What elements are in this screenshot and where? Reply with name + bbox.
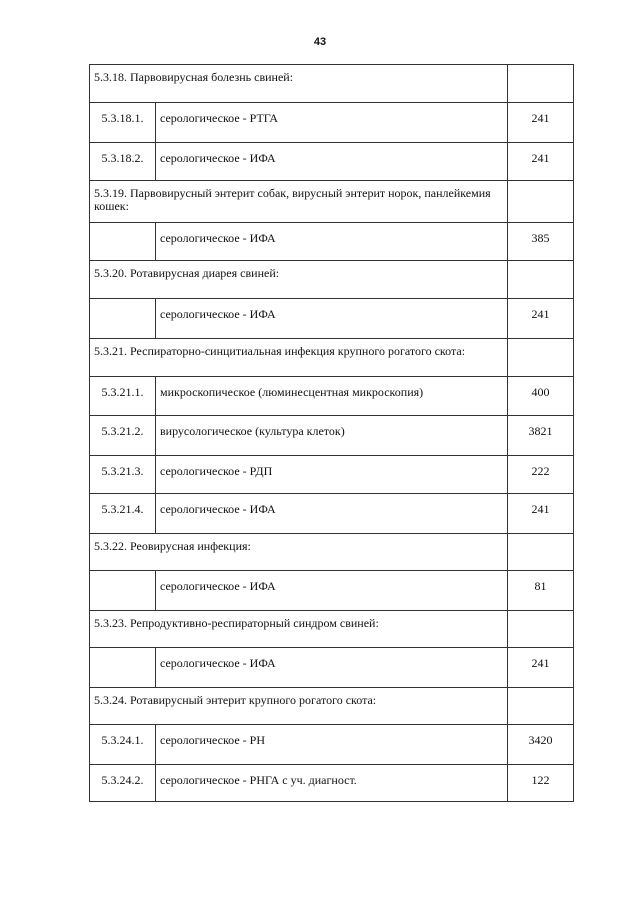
table-row bbox=[90, 416, 574, 456]
item-value: 400 bbox=[508, 377, 574, 416]
item-code: 5.3.21.1. bbox=[90, 377, 156, 416]
item-code bbox=[90, 571, 156, 611]
item-code bbox=[90, 648, 156, 688]
table-row bbox=[90, 261, 574, 299]
item-code: 5.3.24.2. bbox=[90, 765, 156, 802]
page-number: 43 bbox=[313, 36, 327, 48]
section-title: 5.3.18. Парвовирусная болезнь свиней: bbox=[90, 65, 508, 103]
section-title: 5.3.20. Ротавирусная диарея свиней: bbox=[90, 261, 508, 299]
value-cell bbox=[508, 534, 574, 571]
item-description: серологическое - ИФА bbox=[156, 223, 508, 261]
item-value: 3821 bbox=[508, 416, 574, 456]
section-title: 5.3.23. Репродуктивно-респираторный синдром свиней: bbox=[90, 611, 508, 648]
table-row bbox=[90, 299, 574, 339]
item-code: 5.3.24.1. bbox=[90, 725, 156, 765]
item-value: 241 bbox=[508, 494, 574, 534]
table-row bbox=[90, 339, 574, 377]
item-value: 3420 bbox=[508, 725, 574, 765]
value-cell bbox=[508, 688, 574, 725]
section-title: 5.3.21. Респираторно-синцитиальная инфекция крупного рогатого скота: bbox=[90, 339, 508, 377]
table-row bbox=[90, 65, 574, 103]
value-cell bbox=[508, 65, 574, 103]
item-value: 81 bbox=[508, 571, 574, 611]
value-cell bbox=[508, 339, 574, 377]
table-row bbox=[90, 181, 574, 223]
table-row bbox=[90, 494, 574, 534]
item-code bbox=[90, 223, 156, 261]
item-description: микроскопическое (люминесцентная микроскопия) bbox=[156, 377, 508, 416]
item-value: 241 bbox=[508, 103, 574, 143]
value-cell bbox=[508, 261, 574, 299]
table-row bbox=[90, 534, 574, 571]
table-row bbox=[90, 571, 574, 611]
table-row bbox=[90, 688, 574, 725]
item-value: 122 bbox=[508, 765, 574, 802]
item-description: серологическое - ИФА bbox=[156, 494, 508, 534]
item-description: серологическое - РТГА bbox=[156, 103, 508, 143]
item-description: серологическое - РН bbox=[156, 725, 508, 765]
table-row bbox=[90, 648, 574, 688]
table-row bbox=[90, 725, 574, 765]
item-value: 385 bbox=[508, 223, 574, 261]
table-row bbox=[90, 611, 574, 648]
section-title: 5.3.24. Ротавирусный энтерит крупного рогатого скота: bbox=[90, 688, 508, 725]
item-description: вирусологическое (культура клеток) bbox=[156, 416, 508, 456]
item-value: 241 bbox=[508, 143, 574, 181]
item-description: серологическое - ИФА bbox=[156, 648, 508, 688]
item-description: серологическое - ИФА bbox=[156, 571, 508, 611]
item-code: 5.3.21.2. bbox=[90, 416, 156, 456]
table-row bbox=[90, 103, 574, 143]
table-row bbox=[90, 765, 574, 802]
section-title: 5.3.19. Парвовирусный энтерит собак, вирусный энтерит норок, панлейкемия кошек: bbox=[90, 181, 508, 223]
item-description: серологическое - ИФА bbox=[156, 299, 508, 339]
item-code: 5.3.18.2. bbox=[90, 143, 156, 181]
value-cell bbox=[508, 181, 574, 223]
table-row bbox=[90, 143, 574, 181]
item-description: серологическое - ИФА bbox=[156, 143, 508, 181]
section-title: 5.3.22. Реовирусная инфекция: bbox=[90, 534, 508, 571]
item-code: 5.3.18.1. bbox=[90, 103, 156, 143]
item-code bbox=[90, 299, 156, 339]
item-value: 241 bbox=[508, 299, 574, 339]
table-row bbox=[90, 456, 574, 494]
table-body bbox=[90, 65, 574, 802]
item-code: 5.3.21.4. bbox=[90, 494, 156, 534]
item-value: 241 bbox=[508, 648, 574, 688]
table-row bbox=[90, 377, 574, 416]
item-code: 5.3.21.3. bbox=[90, 456, 156, 494]
table-row bbox=[90, 223, 574, 261]
item-description: серологическое - РДП bbox=[156, 456, 508, 494]
value-cell bbox=[508, 611, 574, 648]
item-description: серологическое - РНГА с уч. диагност. bbox=[156, 765, 508, 802]
price-table bbox=[89, 64, 574, 802]
item-value: 222 bbox=[508, 456, 574, 494]
